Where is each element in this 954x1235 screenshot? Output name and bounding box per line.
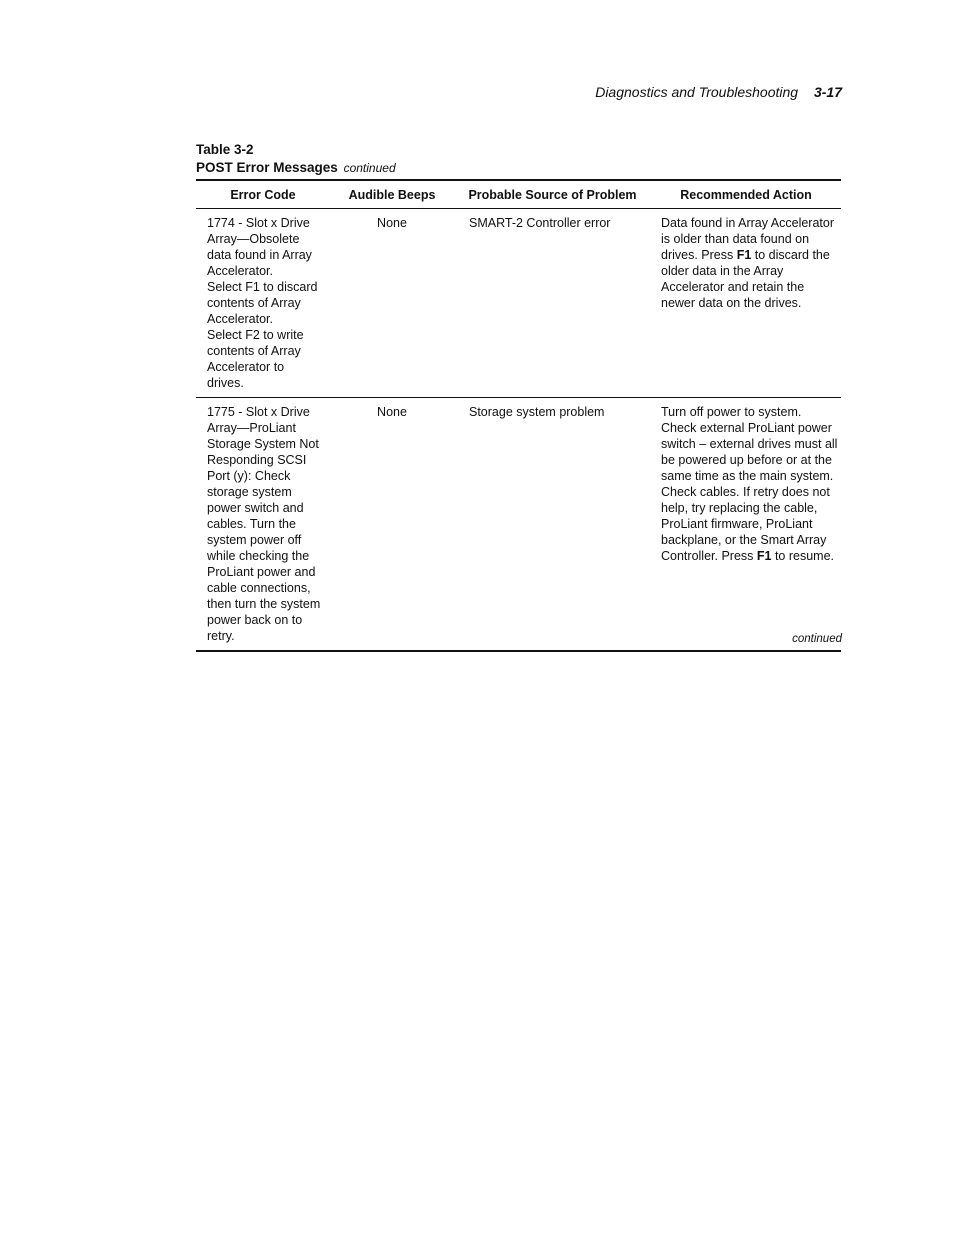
error-code-line: while checking the: [207, 549, 310, 563]
table-caption: [196, 141, 396, 177]
continued-note: continued: [792, 633, 842, 645]
column-header-error-code: Error Code: [230, 188, 296, 202]
action-text: drives. Press: [661, 248, 737, 262]
running-header: [595, 84, 842, 100]
error-code-line: Accelerator.: [207, 264, 274, 278]
action-line: ProLiant firmware, ProLiant: [661, 517, 813, 531]
audible-beeps-cell: None: [377, 216, 407, 230]
table-header-row: [196, 180, 841, 209]
audible-beeps-cell: None: [377, 405, 407, 419]
error-code-line: Array—ProLiant: [207, 421, 296, 435]
post-error-table: [196, 179, 841, 652]
error-code-line: Array—Obsolete: [207, 232, 300, 246]
error-code-line: system power off: [207, 533, 302, 547]
action-text: to resume.: [771, 549, 834, 563]
key-f1: F1: [756, 549, 772, 563]
error-code-line: contents of Array: [207, 344, 301, 358]
table-number: Table 3-2: [196, 142, 254, 157]
table-row: [196, 398, 841, 652]
column-header-probable-source: Probable Source of Problem: [468, 188, 637, 202]
error-code-line: retry.: [207, 629, 235, 643]
probable-source-cell: Storage system problem: [469, 405, 605, 419]
action-line: same time as the main system.: [661, 469, 834, 483]
action-line: backplane, or the Smart Array: [661, 533, 827, 547]
action-line: Check cables. If retry does not: [661, 485, 830, 499]
action-line: older data in the Array: [661, 264, 784, 278]
error-code-cell: [196, 398, 330, 652]
section-title: Diagnostics and Troubleshooting: [595, 84, 799, 100]
action-line: [661, 548, 839, 564]
recommended-action-cell: [651, 398, 841, 652]
error-code-cell: [196, 209, 330, 398]
page-number: 3-17: [813, 84, 842, 100]
error-code-line: data found in Array: [207, 248, 312, 262]
error-code-line: storage system: [207, 485, 292, 499]
error-code-line: 1775 - Slot x Drive: [207, 405, 310, 419]
error-code-line: cables. Turn the: [207, 517, 296, 531]
table-row: [196, 209, 841, 398]
action-line: [661, 247, 839, 263]
action-line: Data found in Array Accelerator: [661, 216, 835, 230]
error-code-line: power switch and: [207, 501, 304, 515]
action-line: switch – external drives must all: [661, 437, 838, 451]
key-f1: F1: [736, 248, 752, 262]
error-code-line: then turn the system: [207, 597, 321, 611]
error-code-line: 1774 - Slot x Drive: [207, 216, 310, 230]
action-line: newer data on the drives.: [661, 296, 802, 310]
error-code-line: Select F1 to discard: [207, 280, 318, 294]
action-text: Controller. Press: [661, 549, 757, 563]
error-code-line: Port (y): Check: [207, 469, 291, 483]
caption-continued: continued: [343, 161, 396, 175]
error-code-line: Storage System Not: [207, 437, 319, 451]
error-code-line: Select F2 to write: [207, 328, 304, 342]
action-text: to discard the: [751, 248, 830, 262]
recommended-action-cell: [651, 209, 841, 398]
action-line: help, try replacing the cable,: [661, 501, 818, 515]
action-line: be powered up before or at the: [661, 453, 832, 467]
error-code-line: cable connections,: [207, 581, 311, 595]
probable-source-cell: SMART-2 Controller error: [469, 216, 611, 230]
action-line: Accelerator and retain the: [661, 280, 805, 294]
error-code-line: Accelerator.: [207, 312, 274, 326]
table-title: POST Error Messages: [196, 160, 338, 175]
error-code-line: power back on to: [207, 613, 303, 627]
column-header-recommended-action: Recommended Action: [680, 188, 812, 202]
error-code-line: ProLiant power and: [207, 565, 316, 579]
column-header-audible-beeps: Audible Beeps: [348, 188, 436, 202]
error-code-line: Responding SCSI: [207, 453, 307, 467]
error-code-line: Accelerator to drives.: [207, 360, 285, 390]
error-code-line: contents of Array: [207, 296, 301, 310]
action-line: Check external ProLiant power: [661, 421, 832, 435]
action-line: is older than data found on: [661, 232, 810, 246]
post-error-table-container: [196, 179, 841, 652]
action-line: Turn off power to system.: [661, 405, 802, 419]
